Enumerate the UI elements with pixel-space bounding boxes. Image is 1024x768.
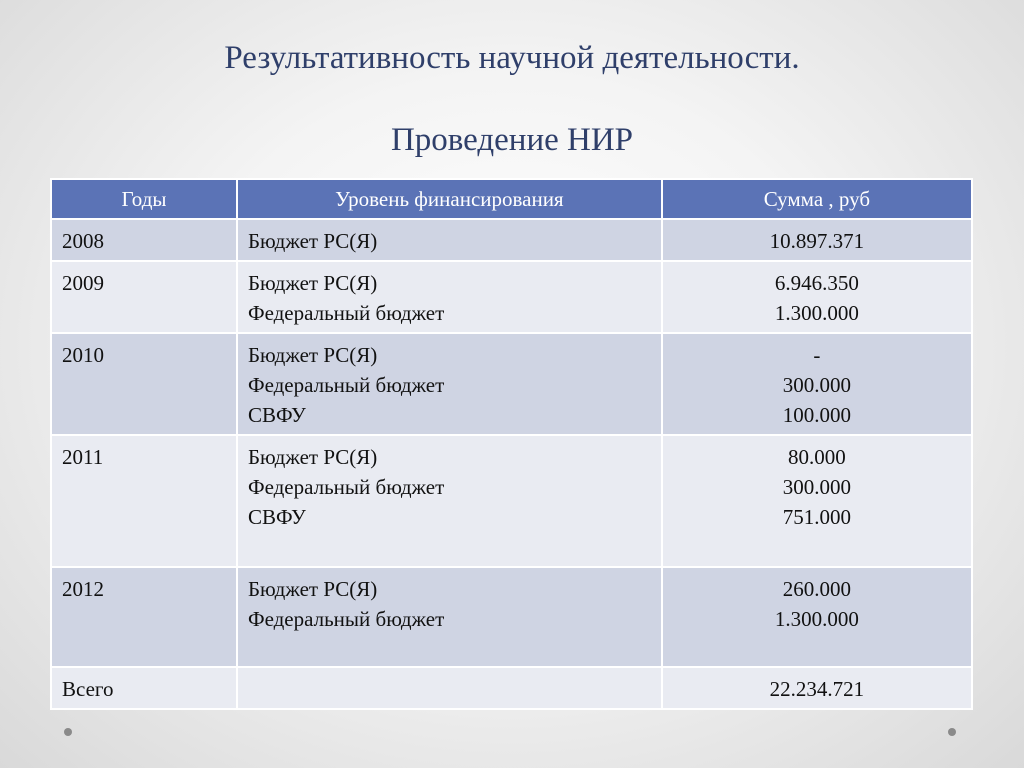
amount-line: - [813, 343, 821, 367]
source-line: Федеральный бюджет [247, 373, 445, 397]
source-line: Бюджет РС(Я) [247, 229, 378, 253]
amount-line: 100.000 [782, 403, 851, 427]
amount-line: 300.000 [782, 373, 851, 397]
amount-line: 260.000 [782, 577, 851, 601]
amount-cell [662, 333, 972, 435]
header-amount: Сумма , руб [662, 179, 972, 219]
table-header-row [51, 179, 972, 219]
year-cell: 2010 [51, 333, 237, 435]
table-row [51, 261, 972, 333]
sources-cell [237, 435, 662, 567]
source-line: Бюджет РС(Я) [247, 445, 378, 469]
table-row [51, 567, 972, 667]
total-amount: 22.234.721 [662, 667, 972, 709]
total-row [51, 667, 972, 709]
source-line: Бюджет РС(Я) [247, 577, 378, 601]
total-label: Всего [51, 667, 237, 709]
amount-cell [662, 567, 972, 667]
table-row [51, 219, 972, 261]
year-cell: 2011 [51, 435, 237, 567]
amount-line: 6.946.350 [774, 271, 859, 295]
year-cell: 2009 [51, 261, 237, 333]
amount-line: 1.300.000 [774, 301, 859, 325]
source-line: Бюджет РС(Я) [247, 271, 378, 295]
total-empty-cell [237, 667, 662, 709]
amount-cell [662, 261, 972, 333]
amount-cell [662, 435, 972, 567]
table-row [51, 435, 972, 567]
source-line: Федеральный бюджет [247, 301, 445, 325]
amount-line: 300.000 [782, 475, 851, 499]
source-line: Федеральный бюджет [247, 475, 445, 499]
sources-cell [237, 567, 662, 667]
source-line: СВФУ [247, 403, 306, 427]
amount-line: 80.000 [787, 445, 846, 469]
amount-line: 10.897.371 [769, 229, 865, 253]
sources-cell [237, 333, 662, 435]
header-funding-level: Уровень финансирования [237, 179, 662, 219]
source-line: Бюджет РС(Я) [247, 343, 378, 367]
amount-cell [662, 219, 972, 261]
sources-cell [237, 219, 662, 261]
header-years: Годы [51, 179, 237, 219]
bullet-dot-decoration [948, 728, 956, 736]
slide-title: Результативность научной деятельности. [224, 40, 800, 76]
source-line: Федеральный бюджет [247, 607, 445, 631]
sources-cell [237, 261, 662, 333]
slide-subtitle: Проведение НИР [390, 122, 634, 158]
year-cell: 2012 [51, 567, 237, 667]
amount-line: 1.300.000 [774, 607, 859, 631]
bullet-dot-decoration [64, 728, 72, 736]
amount-line: 751.000 [782, 505, 851, 529]
funding-table [50, 178, 973, 710]
year-cell: 2008 [51, 219, 237, 261]
table-row [51, 333, 972, 435]
source-line: СВФУ [247, 505, 306, 529]
